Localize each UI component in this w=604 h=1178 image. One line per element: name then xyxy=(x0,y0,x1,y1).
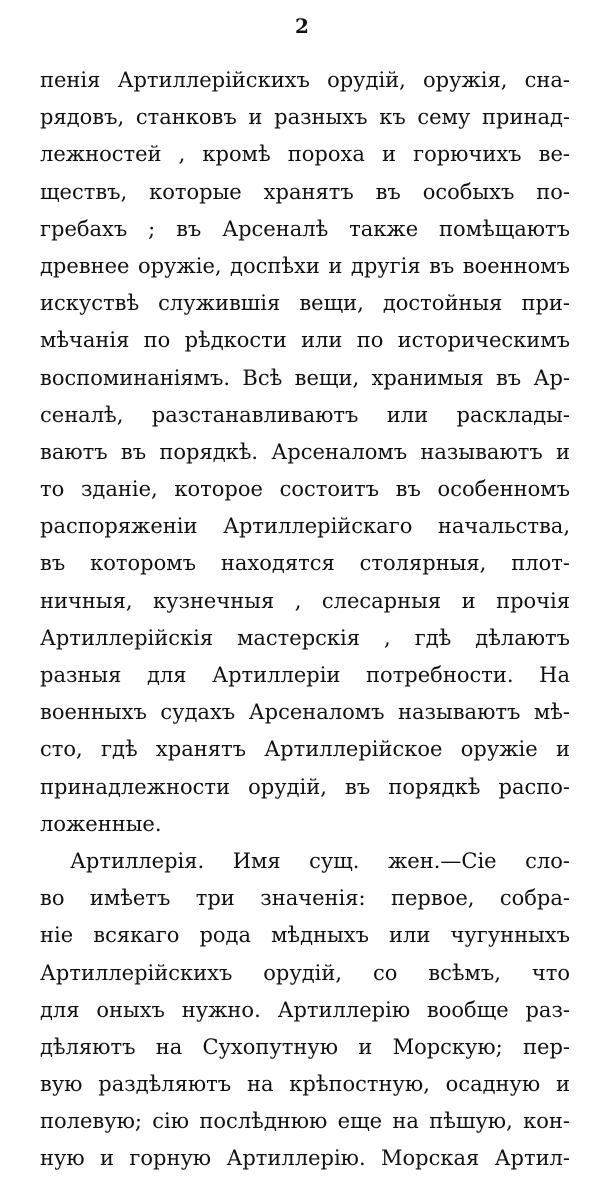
text-line: сто, гдѣ хранятъ Артиллерійское оружіе и xyxy=(40,737,570,762)
text-line: ную и горную Артиллерію. Морская Артил- xyxy=(40,1146,570,1171)
text-line: воспоминаніямъ. Всѣ вещи, хранимыя въ Ар- xyxy=(40,365,570,390)
paragraph-artillery xyxy=(40,843,570,1178)
text-line: пенія Артиллерійскихъ орудій, оружія, сна- xyxy=(40,68,570,92)
text-line: мѣчанія по рѣдкости или по историческимъ xyxy=(40,328,570,353)
text-line: ложенные. xyxy=(40,811,162,836)
text-line: дѣляютъ на Сухопутную и Морскую; пер- xyxy=(40,1034,570,1059)
text-line: въ которомъ находятся столярныя, плот- xyxy=(40,551,570,576)
text-line: ничныя, кузнечныя , слесарныя и прочія xyxy=(40,588,570,613)
text-line: во имѣетъ три значенія: первое, собра- xyxy=(40,886,570,911)
text-line: Артиллерія. Имя сущ. жен.—Сіе сло- xyxy=(70,848,570,873)
text-line: древнее оружіе, доспѣхи и другія въ военномъ xyxy=(40,253,570,278)
text-line: ваютъ въ порядкѣ. Арсеналомъ называютъ и xyxy=(40,439,570,464)
text-line: искуствѣ служившія вещи, достойныя при- xyxy=(40,291,570,316)
text-line: ніе всякаго рода мѣдныхъ или чугунныхъ xyxy=(40,923,570,948)
text-line: ществъ, которые хранятъ въ особыхъ по- xyxy=(40,179,570,204)
text-line: то зданіе, которое состоитъ въ особенномъ xyxy=(40,477,570,502)
text-line: сеналѣ, разстанавливаютъ или расклады- xyxy=(40,402,570,427)
page-text xyxy=(40,62,570,1178)
text-line: Артиллерійскихъ орудій, со всѣмъ, что xyxy=(40,960,570,985)
page-number: 2 xyxy=(295,14,309,38)
text-line: военныхъ судахъ Арсеналомъ называютъ мѣ- xyxy=(40,700,570,725)
text-line: для оныхъ нужно. Артиллерію вообще раз- xyxy=(40,997,570,1022)
text-line: Артиллерійскія мастерскія , гдѣ дѣлаютъ xyxy=(40,625,570,650)
text-line: распоряженіи Артиллерійскаго начальства, xyxy=(40,514,570,539)
paragraph-arsenal xyxy=(40,62,570,843)
text-line: лежностей , кромѣ пороха и горючихъ ве- xyxy=(40,142,570,167)
text-line: вую раздѣляютъ на крѣпостную, осадную и xyxy=(40,1072,570,1097)
text-line: рядовъ, станковъ и разныхъ къ сему принад- xyxy=(40,105,570,130)
text-line: принадлежности орудій, въ порядкѣ распо- xyxy=(40,774,570,799)
text-line: полевую; сію послѣднюю еще на пѣшую, кон- xyxy=(40,1109,570,1134)
text-line: разныя для Артиллеріи потребности. На xyxy=(40,663,570,687)
text-line: гребахъ ; въ Арсеналѣ также помѣщаютъ xyxy=(40,216,570,241)
